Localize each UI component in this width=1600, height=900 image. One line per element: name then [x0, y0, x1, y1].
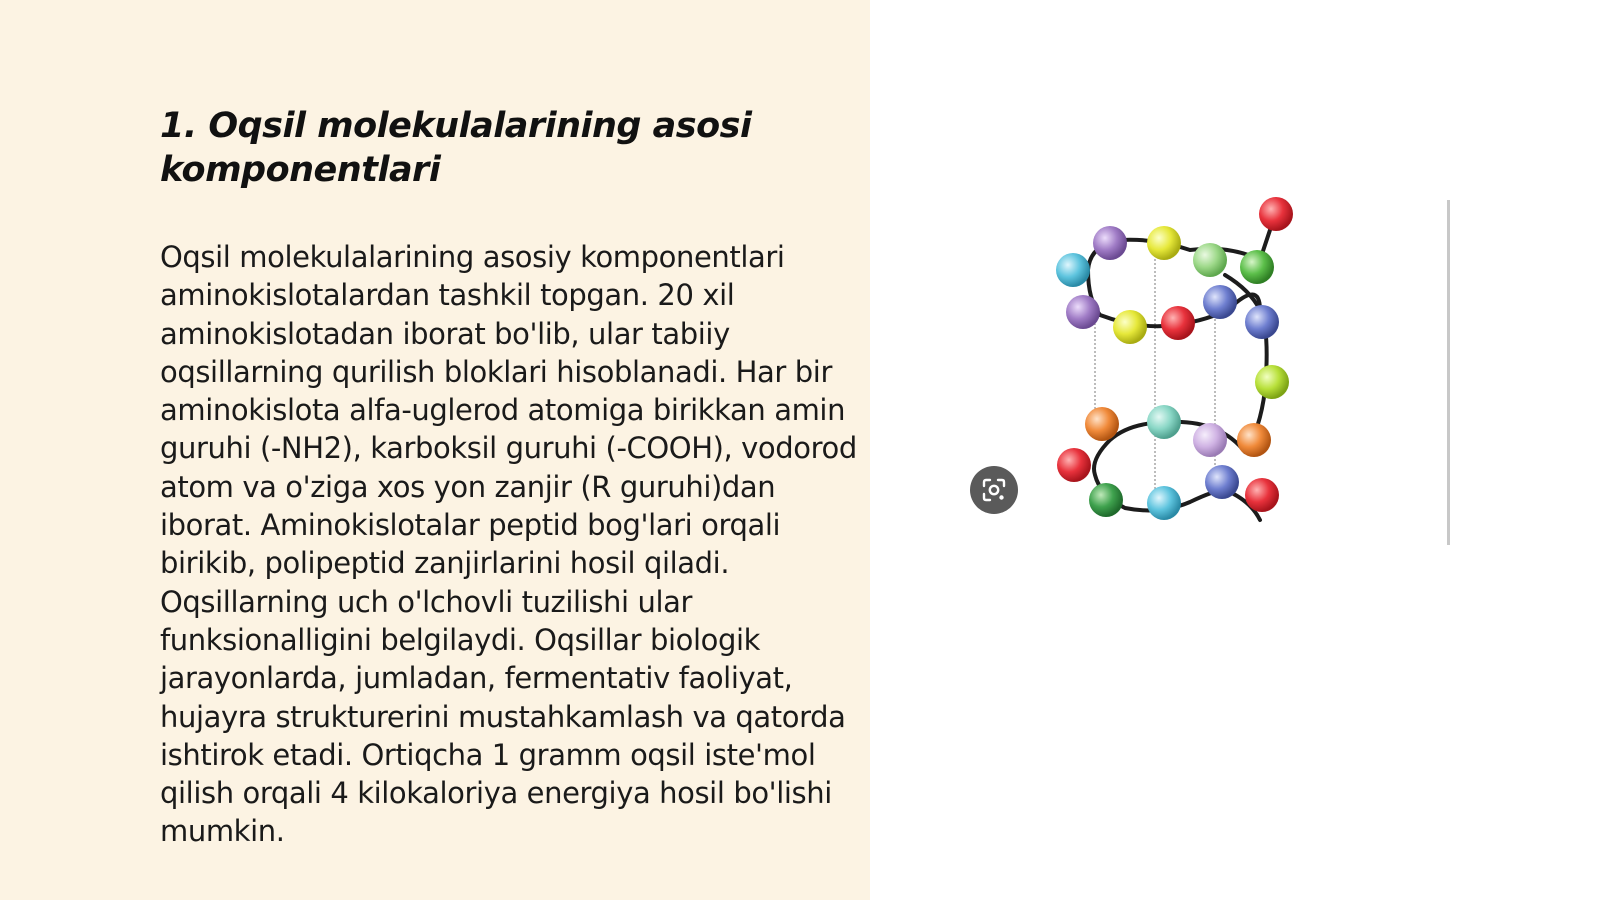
- image-search-lens-button[interactable]: [970, 466, 1018, 514]
- bead-orange-right: [1237, 423, 1271, 457]
- slide-title: 1. Oqsil molekulalarining asosi komponentlari: [160, 106, 752, 190]
- bead-lightgreen-top: [1193, 243, 1227, 277]
- bead-red-mid: [1161, 306, 1195, 340]
- slide-body-text: Oqsil molekulalarining asosiy komponentlari aminokislotalardan tashkil topgan. 20 xil aminokislotadan iborat bo'lib, ular tabiiy oqsillarning qurilish bloklari hisoblanadi. Har bir aminokislota alfa-uglerod atomiga birikkan amin guruhi (-NH2), karboksil guruhi (-COOH), vodorod atom va o'ziga xos yon zanjir (R guruhi)dan iborat. Aminokislotalar peptid bog'lari orqali birikib, polipeptid zanjirlarini hosil qiladi. Oqsillarning uch o'lchovli tuzilishi ular funksionalligini belgilaydi. Oqsillar biologik jarayonlarda, jumladan, fermentativ faoliyat, hujayra strukturerini mustahkamlash va qatorda ishtirok etadi. Ortiqcha 1 gramm oqsil iste'mol qilish orqali 4 kilokaloriya energiya hosil bo'lishi mumkin.: [160, 240, 857, 849]
- hydrogen-bond-lines: [1095, 255, 1215, 510]
- protein-bead-model-image: [1050, 190, 1320, 540]
- bead-teal-bottom: [1147, 405, 1181, 439]
- image-edge-divider: [1447, 200, 1450, 545]
- bead-green-top: [1240, 250, 1274, 284]
- bead-blue-bottom: [1205, 465, 1239, 499]
- bead-purple-mid: [1066, 295, 1100, 329]
- bead-blue-mid: [1203, 285, 1237, 319]
- bead-red-left: [1057, 448, 1091, 482]
- image-panel: [870, 0, 1600, 900]
- bead-yellow-top: [1147, 226, 1181, 260]
- bead-yellow-mid: [1113, 310, 1147, 344]
- bead-red-bottom: [1245, 478, 1279, 512]
- bead-red-top: [1259, 197, 1293, 231]
- bead-cyan-top: [1056, 253, 1090, 287]
- bead-lime-right: [1255, 365, 1289, 399]
- bead-lilac-bottom: [1193, 423, 1227, 457]
- lens-icon: [981, 477, 1007, 503]
- bead-darkgreen-bottom: [1089, 483, 1123, 517]
- bead-orange-left: [1085, 407, 1119, 441]
- bead-blue-right: [1245, 305, 1279, 339]
- bead-purple-top: [1093, 226, 1127, 260]
- bead-cyan-bottom: [1147, 486, 1181, 520]
